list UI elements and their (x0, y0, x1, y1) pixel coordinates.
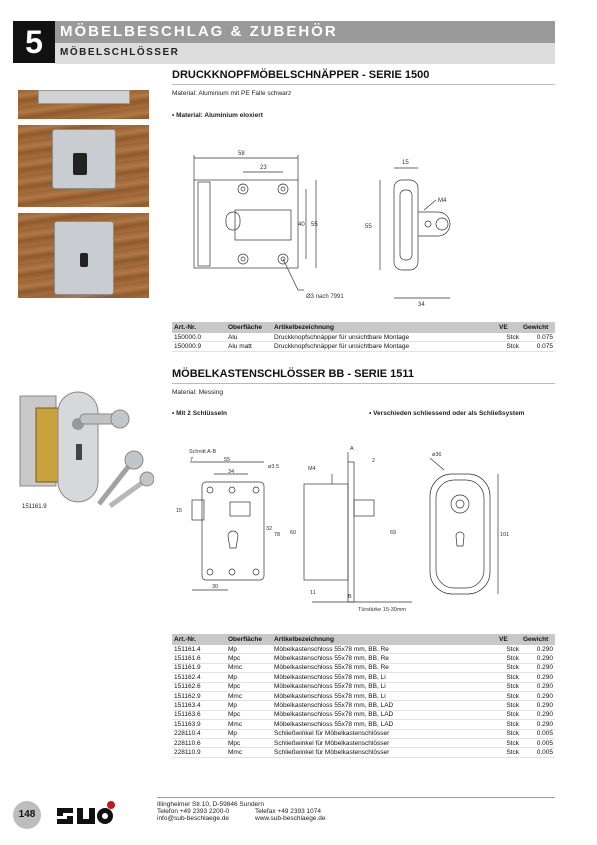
table-row (172, 645, 555, 654)
cell-artnr: 228110.6 (172, 738, 226, 747)
lock-photo (14, 384, 154, 514)
table-row (172, 701, 555, 710)
cell-artnr: 151163.9 (172, 720, 226, 729)
cell-artnr: 151161.4 (172, 645, 226, 654)
dim-m4: M4 (438, 198, 447, 204)
dim-m4: M4 (308, 466, 316, 472)
dim-55: 55 (224, 457, 231, 463)
footer-address: Illingheimer Str.10, D-59846 Sundern (157, 801, 264, 808)
dim-60: 60 (290, 530, 297, 536)
table-row (172, 654, 555, 663)
dim-15: 15 (402, 160, 409, 166)
cell-bezeichnung: Möbelkastenschloss 55x78 mm, BB, LAD (272, 720, 497, 729)
cell-oberflaeche: Mpc (226, 682, 272, 691)
table-row (172, 673, 555, 682)
cell-ve: Stck (497, 720, 521, 729)
cell-artnr: 151162.4 (172, 673, 226, 682)
dim-69: 69 (390, 530, 397, 536)
dim-a: A (350, 446, 354, 452)
section2-bullet-left: • Mit 2 Schlüsseln (172, 410, 228, 417)
cell-ve: Stck (497, 682, 521, 691)
dim-15: 15 (176, 508, 183, 514)
cell-gewicht: 0.290 (521, 710, 555, 719)
lock-technical-drawing (172, 444, 512, 619)
cell-bezeichnung: Möbelkastenschloss 55x78 mm, BB, Li (272, 673, 497, 682)
dim-58: 58 (238, 151, 245, 157)
cell-gewicht: 0.290 (521, 701, 555, 710)
cell-ve: Stck (497, 710, 521, 719)
cell-gewicht: 0.290 (521, 691, 555, 700)
section1-material: Material: Aluminium mit PE Falle schwarz (172, 90, 292, 97)
section2-divider (172, 383, 555, 384)
cell-bezeichnung: Möbelkastenschloss 55x78 mm, BB, Li (272, 682, 497, 691)
cell-oberflaeche: Mp (226, 701, 272, 710)
cell-bezeichnung: Möbelkastenschloss 55x78 mm, BB, LAD (272, 710, 497, 719)
col-ve: VE (497, 322, 521, 333)
dim-screw: Ø3 nach 7991 (306, 294, 344, 300)
table-row (172, 738, 555, 747)
footer-phone: Telefon +49 2393 2200-0 (157, 808, 230, 815)
cell-artnr: 151163.6 (172, 710, 226, 719)
footer-email[interactable]: info@sub-beschlaege.de (157, 815, 230, 822)
section2-bullet-right: • Verschieden schliessend oder als Schließsystem (369, 410, 525, 417)
dim-34: 34 (228, 469, 235, 475)
footer-divider (157, 797, 555, 798)
cell-ve: Stck (497, 748, 521, 757)
cell-oberflaeche: Mmc (226, 720, 272, 729)
col-artnr: Art.-Nr. (172, 322, 226, 333)
cell-gewicht: 0.005 (521, 748, 555, 757)
cell-ve: Stck (497, 663, 521, 672)
dim-35: ø3.5 (268, 464, 280, 470)
cell-artnr: 151162.6 (172, 682, 226, 691)
cell-oberflaeche: Mpc (226, 710, 272, 719)
dim-30: 30 (212, 584, 219, 590)
dim-101: 101 (500, 532, 510, 538)
section1-title: DRUCKKNOPFMÖBELSCHNÄPPER - SERIE 1500 (172, 69, 430, 81)
cell-ve: Stck (497, 691, 521, 700)
cell-gewicht: 0.290 (521, 645, 555, 654)
table-row (172, 729, 555, 738)
dim-55a: 55 (311, 222, 318, 228)
table-row (172, 720, 555, 729)
cell-oberflaeche: Mp (226, 729, 272, 738)
cell-bezeichnung: Schließwinkel für Möbelkastenschlösser (272, 738, 497, 747)
cell-ve: Stck (497, 729, 521, 738)
cell-gewicht: 0.290 (521, 654, 555, 663)
cell-oberflaeche: Mpc (226, 738, 272, 747)
product-photo-top (18, 90, 149, 119)
cell-oberflaeche: Mmc (226, 748, 272, 757)
cell-bezeichnung: Möbelkastenschloss 55x78 mm, BB, Li (272, 691, 497, 700)
cell-artnr: 151162.9 (172, 691, 226, 700)
cell-artnr: 228110.4 (172, 729, 226, 738)
cell-gewicht: 0.005 (521, 729, 555, 738)
table-row (172, 663, 555, 672)
cell-bezeichnung: Möbelkastenschloss 55x78 mm, BB, Re (272, 663, 497, 672)
cell-ve: Stck (497, 673, 521, 682)
dim-32: 32 (266, 526, 273, 532)
cell-oberflaeche: Mpc (226, 654, 272, 663)
dim-34: 34 (418, 302, 425, 308)
cell-gewicht: 0.290 (521, 663, 555, 672)
cell-bezeichnung: Schließwinkel für Möbelkastenschlösser (272, 729, 497, 738)
cell-ve: Stck (497, 654, 521, 663)
cell-bezeichnung: Möbelkastenschloss 55x78 mm, BB, Re (272, 654, 497, 663)
section1-bullet: • Material: Aluminium eloxiert (172, 112, 263, 119)
cell-ve: Stck (497, 738, 521, 747)
dim-b: B (348, 594, 352, 600)
product-photo-middle (18, 125, 149, 207)
col-bezeichnung: Artikelbezeichnung (272, 322, 497, 333)
snapper-technical-drawing (180, 150, 470, 310)
table-row: 150000.0 Alu Druckknopfschnäpper für unsichtbare Montage Stck 0.075 (174, 333, 553, 341)
product-photo-bottom (18, 213, 149, 298)
cell-artnr: 151161.6 (172, 654, 226, 663)
cell-bezeichnung: Möbelkastenschloss 55x78 mm, BB, Re (272, 645, 497, 654)
cell-gewicht: 0.005 (521, 738, 555, 747)
cell-oberflaeche: Mmc (226, 691, 272, 700)
dim-23: 23 (260, 165, 267, 171)
page-number: 148 (13, 801, 41, 829)
section2-material: Material: Messing (172, 389, 223, 396)
cell-gewicht: 0.290 (521, 720, 555, 729)
lock-photo-caption: 151161.9 (22, 504, 47, 510)
cell-gewicht: 0.290 (521, 682, 555, 691)
cell-oberflaeche: Mmc (226, 663, 272, 672)
col-oberflaeche: Oberfläche (226, 322, 272, 333)
table-row (172, 682, 555, 691)
table-row: 150000.9 Alu matt Druckknopfschnäpper für unsichtbare Montage Stck 0.075 (174, 343, 553, 351)
table-row (172, 748, 555, 757)
footer-fax: Telefax +49 2393 1074 (255, 808, 321, 815)
dim-schnitt: Schnitt A-B (189, 449, 217, 455)
cell-bezeichnung: Schließwinkel für Möbelkastenschlösser (272, 748, 497, 757)
snapper-product-table (172, 322, 555, 352)
cell-oberflaeche: Mp (226, 673, 272, 682)
dim-11: 11 (310, 590, 316, 596)
footer-web[interactable]: www.sub-beschlaege.de (255, 815, 326, 822)
dim-40: 40 (298, 222, 305, 228)
cell-artnr: 151161.9 (172, 663, 226, 672)
company-logo (55, 800, 115, 826)
lock-product-table: Art.-Nr. Oberfläche Artikelbezeichnung VE Gewicht 151161.4 Mp Möbelkastenschloss 55x78 mm, BB, Re Stck 0.290 151161.6 Mpc Möbelkastenschloss 55x78 mm, BB, Re Stck 0.290 151161.9 Mmc Möbelkastenschloss 55x78 mm, BB, Re Stck 0.290 151162.4 Mp Möbelkastenschloss 55x78 mm, BB, Li Stck 0.290 151162.6 Mpc Möbelkastenschloss 55x78 mm, BB, Li Stck 0.290 151162.9 Mmc Möbelkastenschloss 55x78 mm, BB, Li Stck 0.290 151163.4 Mp Möbelkastenschloss 55x78 mm, BB, LAD Stck 0.290 151163.6 Mpc Möbelkastenschloss 55x78 mm, BB, LAD Stck 0.290 151163.9 Mmc Möbelkastenschloss 55x78 mm, BB, LAD Stck 0.290 228110.4 Mp Schließwinkel für Möbelkastenschlösser Stck 0.005 228110.6 Mpc Schließwinkel für Möbelkastenschlösser Stck 0.005 228110.9 Mmc Schließwinkel für Möbelkastenschlösser Stck 0.005 (174, 636, 553, 756)
cell-gewicht: 0.290 (521, 673, 555, 682)
col-gewicht: Gewicht (521, 322, 555, 333)
dim-2: 2 (372, 458, 376, 464)
section2-title: MÖBELKASTENSCHLÖSSER BB - SERIE 1511 (172, 368, 415, 380)
dim-55b: 55 (365, 224, 372, 230)
dim-78: 78 (274, 532, 281, 538)
dim-tuer: Türstärke 15-30mm (358, 607, 406, 613)
chapter-number: 5 (13, 21, 55, 63)
page-subtitle: MÖBELSCHLÖSSER (60, 47, 180, 58)
cell-ve: Stck (497, 645, 521, 654)
cell-artnr: 151163.4 (172, 701, 226, 710)
cell-ve: Stck (497, 701, 521, 710)
cell-oberflaeche: Mp (226, 645, 272, 654)
cell-bezeichnung: Möbelkastenschloss 55x78 mm, BB, LAD (272, 701, 497, 710)
cell-artnr: 228110.9 (172, 748, 226, 757)
section1-divider (172, 84, 555, 85)
dim-36: ø36 (432, 452, 442, 458)
table-row (172, 710, 555, 719)
dim-7: 7 (190, 457, 194, 463)
table-row (172, 691, 555, 700)
page-title: MÖBELBESCHLAG & ZUBEHÖR (60, 23, 338, 40)
